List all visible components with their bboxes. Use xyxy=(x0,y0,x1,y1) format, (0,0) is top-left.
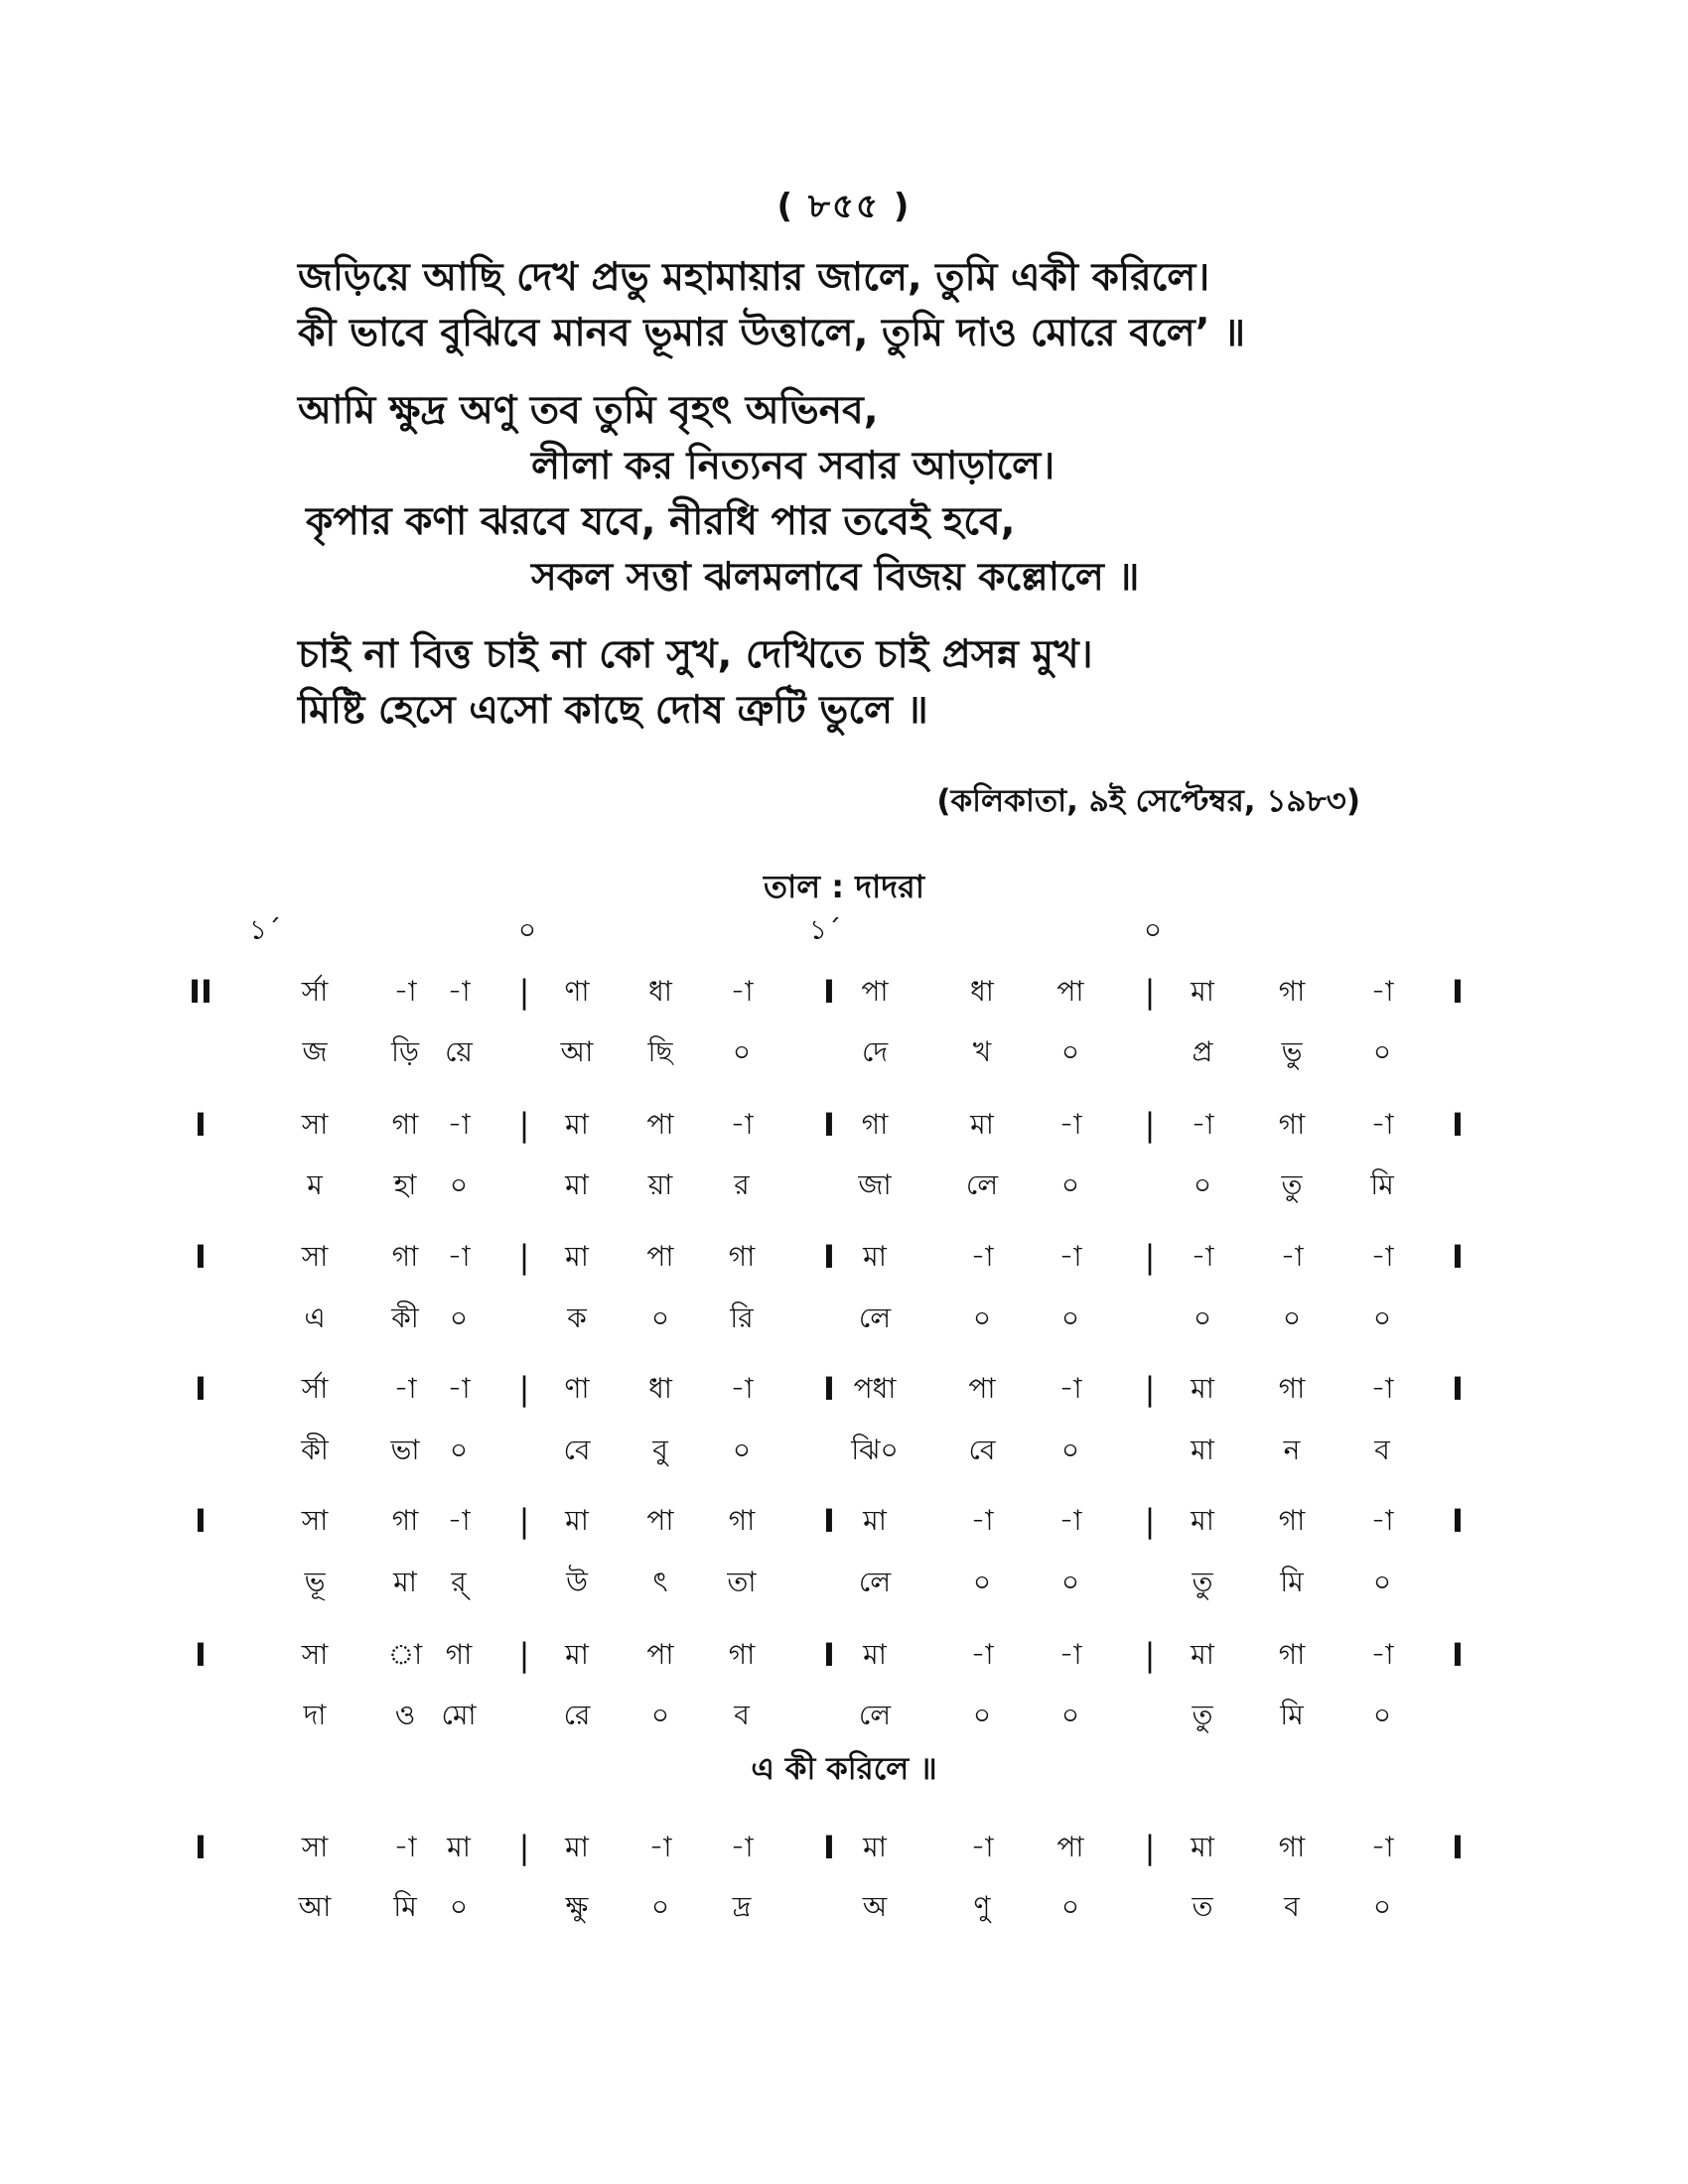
place-date: (কলিকাতা, ৯ই সেপ্টেম্বর, ১৯৮৩) xyxy=(936,783,1360,819)
syllable: বে xyxy=(968,1433,996,1466)
note: -া xyxy=(1370,975,1394,1008)
note: মা xyxy=(863,1504,887,1537)
lyric-syllable-row xyxy=(0,1558,1688,1607)
row-start-bar: I xyxy=(195,1502,207,1540)
lyric-line: মিষ্টি হেসে এসো কাছে দোষ ত্রুটি ভুলে ॥ xyxy=(298,688,928,733)
syllable: মি xyxy=(393,1890,417,1923)
row-start-bar: I xyxy=(195,1829,207,1866)
note: সা xyxy=(301,1108,329,1141)
note: পা xyxy=(1056,1831,1084,1863)
note: গা xyxy=(728,1240,756,1273)
lyric-syllable-row xyxy=(0,1294,1688,1343)
note: -া xyxy=(730,1108,754,1141)
bar-line: | xyxy=(518,1370,530,1408)
row-end-bar: I xyxy=(1452,1238,1464,1276)
syllable: ০ xyxy=(972,1699,992,1731)
bar-line: | xyxy=(1144,1106,1156,1144)
syllable: ০ xyxy=(1193,1301,1212,1334)
note: গা xyxy=(1278,975,1306,1008)
syllable: ০ xyxy=(1282,1301,1302,1334)
bar-line: | xyxy=(1144,1636,1156,1674)
syllable: ০ xyxy=(1372,1699,1392,1731)
note: -া xyxy=(1370,1108,1394,1141)
note: গা xyxy=(861,1108,889,1141)
lyric-syllable-row xyxy=(0,1160,1688,1210)
note: মা xyxy=(1191,1831,1214,1863)
syllable: তু xyxy=(1192,1566,1213,1598)
note: -া xyxy=(970,1240,994,1273)
syllable: কী xyxy=(391,1301,419,1334)
note: -া xyxy=(447,1372,471,1405)
row-start-bar: II xyxy=(189,973,212,1011)
syllable: উ xyxy=(566,1566,588,1598)
syllable: ০ xyxy=(1060,1035,1080,1068)
beat-mark: ০ xyxy=(517,913,537,946)
syllable: ব xyxy=(734,1699,750,1731)
note: -া xyxy=(970,1638,994,1671)
syllable: ০ xyxy=(972,1566,992,1598)
note: মা xyxy=(565,1638,589,1671)
notation-row xyxy=(0,1630,1688,1680)
note: -া xyxy=(447,1108,471,1141)
note: পা xyxy=(646,1504,674,1537)
note: গা xyxy=(1278,1831,1306,1863)
notation-row xyxy=(0,1364,1688,1414)
note: মা xyxy=(1191,975,1214,1008)
note: গা xyxy=(1278,1108,1306,1141)
lyric-line: কৃপার কণা ঝরবে যবে, নীরধি পার তবেই হবে, xyxy=(306,499,1016,544)
note: সা xyxy=(301,1504,329,1537)
syllable: রে xyxy=(563,1699,591,1731)
syllable: রি xyxy=(730,1301,754,1334)
bar-line: I xyxy=(823,1238,835,1276)
lyric-line: কী ভাবে বুঝিবে মানব ভূমার উত্তালে, তুমি দাও মোরে বলে’ ॥ xyxy=(298,311,1246,355)
note: সা xyxy=(301,1638,329,1671)
syllable: ০ xyxy=(650,1699,670,1731)
syllable: দে xyxy=(861,1035,889,1068)
note: -া xyxy=(730,975,754,1008)
syllable: মি xyxy=(1370,1168,1394,1201)
bar-line: I xyxy=(823,1636,835,1674)
lyric-line: আমি ক্ষুদ্র অণু তব তুমি বৃহৎ অভিনব, xyxy=(298,388,879,433)
syllable: হা xyxy=(393,1168,417,1201)
bar-line: | xyxy=(518,1636,530,1674)
bar-line: | xyxy=(518,1238,530,1276)
bar-line: | xyxy=(1144,1370,1156,1408)
note: ণা xyxy=(564,975,590,1008)
notation-row xyxy=(0,1823,1688,1872)
syllable: ণু xyxy=(973,1890,991,1923)
note: সা xyxy=(301,1831,329,1863)
syllable: ছি xyxy=(647,1035,673,1068)
syllable: মো xyxy=(441,1699,477,1731)
lyric-syllable-row xyxy=(0,1027,1688,1077)
bar-line: | xyxy=(1144,1829,1156,1866)
bar-line: I xyxy=(823,1502,835,1540)
syllable: ০ xyxy=(1372,1301,1392,1334)
syllable: মি xyxy=(1280,1566,1304,1598)
syllable: ড়ি xyxy=(391,1035,419,1068)
syllable: ভূ xyxy=(304,1566,326,1598)
syllable: জ xyxy=(302,1035,328,1068)
syllable: কী xyxy=(301,1433,329,1466)
syllable: ০ xyxy=(1193,1168,1212,1201)
note: -া xyxy=(1280,1240,1304,1273)
notation-row xyxy=(0,1496,1688,1546)
note: -া xyxy=(393,1372,417,1405)
beat-mark: ০ xyxy=(1143,913,1163,946)
note: ণা xyxy=(564,1372,590,1405)
syllable: ০ xyxy=(1372,1566,1392,1598)
bar-line: | xyxy=(518,1829,530,1866)
syllable: ০ xyxy=(650,1890,670,1923)
note: মা xyxy=(863,1638,887,1671)
page-number: ( ৮৫৫ ) xyxy=(776,187,912,226)
note: মা xyxy=(1191,1504,1214,1537)
note: -া xyxy=(447,1240,471,1273)
lyric-syllable-row xyxy=(0,1882,1688,1932)
note: র্সা xyxy=(301,975,329,1008)
syllable: ঝি০ xyxy=(851,1433,899,1466)
syllable: অ xyxy=(862,1890,888,1923)
notation-row xyxy=(0,1232,1688,1282)
lyric-line: জড়িয়ে আছি দেখ প্রভু মহামায়ার জালে, তুমি একী করিলে। xyxy=(298,255,1210,300)
note: গা xyxy=(445,1638,473,1671)
note: মা xyxy=(863,1831,887,1863)
note: সা xyxy=(301,1240,329,1273)
row-end-bar: I xyxy=(1452,973,1464,1011)
syllable: তা xyxy=(727,1566,757,1598)
note: -া xyxy=(970,1504,994,1537)
row-end-bar: I xyxy=(1452,1370,1464,1408)
syllable: ০ xyxy=(449,1433,469,1466)
syllable: ব xyxy=(1374,1433,1390,1466)
note: গা xyxy=(391,1240,419,1273)
note: -া xyxy=(1058,1108,1082,1141)
syllable: য়ে xyxy=(445,1035,473,1068)
syllable: র্ xyxy=(451,1566,467,1598)
syllable: ০ xyxy=(1060,1168,1080,1201)
syllable: ০ xyxy=(449,1890,469,1923)
note: পা xyxy=(646,1240,674,1273)
syllable: লে xyxy=(965,1168,999,1201)
note: মা xyxy=(1191,1372,1214,1405)
note: র্সা xyxy=(301,1372,329,1405)
row-end-bar: I xyxy=(1452,1106,1464,1144)
note: মা xyxy=(863,1240,887,1273)
tala-title: তাল : দাদরা xyxy=(764,868,924,905)
note: -া xyxy=(1370,1638,1394,1671)
bar-line: I xyxy=(823,1370,835,1408)
syllable: আ xyxy=(298,1890,332,1923)
syllable: দ্র xyxy=(732,1890,752,1923)
syllable: আ xyxy=(560,1035,594,1068)
syllable: ০ xyxy=(1060,1301,1080,1334)
syllable: তু xyxy=(1281,1168,1303,1201)
syllable: র xyxy=(734,1168,750,1201)
note: -া xyxy=(1058,1638,1082,1671)
syllable: জা xyxy=(858,1168,892,1201)
note: -া xyxy=(970,1831,994,1863)
syllable: প্র xyxy=(1192,1035,1213,1068)
note: গা xyxy=(1278,1638,1306,1671)
syllable: দা xyxy=(303,1699,327,1731)
syllable: ৎ xyxy=(652,1566,668,1598)
note: -া xyxy=(1370,1831,1394,1863)
row-end-bar: I xyxy=(1452,1636,1464,1674)
note: -া xyxy=(730,1372,754,1405)
note: -া xyxy=(1058,1504,1082,1537)
note: পা xyxy=(968,1372,996,1405)
notation-row xyxy=(0,1100,1688,1150)
syllable: ০ xyxy=(1060,1699,1080,1731)
notation-row xyxy=(0,967,1688,1017)
syllable: ০ xyxy=(972,1301,992,1334)
row-end-bar: I xyxy=(1452,1829,1464,1866)
note: -া xyxy=(447,975,471,1008)
note: -া xyxy=(1058,1372,1082,1405)
note: গা xyxy=(1278,1372,1306,1405)
note: -া xyxy=(1370,1372,1394,1405)
note: ধা xyxy=(648,975,672,1008)
syllable: তু xyxy=(1192,1699,1213,1731)
syllable: ন xyxy=(1283,1433,1301,1466)
note: -া xyxy=(1370,1504,1394,1537)
syllable: বে xyxy=(563,1433,591,1466)
note: -া xyxy=(648,1831,672,1863)
bar-line: I xyxy=(823,1106,835,1144)
syllable: ০ xyxy=(449,1168,469,1201)
lyric-line: সকল সত্তা ঝলমলাবে বিজয় কল্লোলে ॥ xyxy=(531,555,1140,600)
syllable: বু xyxy=(652,1433,668,1466)
syllable: ব xyxy=(1284,1890,1300,1923)
note: -া xyxy=(730,1831,754,1863)
lyric-syllable-row xyxy=(0,1426,1688,1475)
note: পা xyxy=(646,1108,674,1141)
syllable: লে xyxy=(858,1699,892,1731)
row-end-bar: I xyxy=(1452,1502,1464,1540)
bar-line: | xyxy=(518,973,530,1011)
note: মা xyxy=(565,1240,589,1273)
note: মা xyxy=(447,1831,471,1863)
note: মা xyxy=(565,1831,589,1863)
note: মা xyxy=(565,1504,589,1537)
syllable: ০ xyxy=(1372,1890,1392,1923)
row-start-bar: I xyxy=(195,1106,207,1144)
note: ধা xyxy=(648,1372,672,1405)
row-start-bar: I xyxy=(195,1636,207,1674)
syllable: এ xyxy=(304,1301,326,1334)
note: মা xyxy=(970,1108,994,1141)
beat-marks xyxy=(0,905,1688,955)
note: গা xyxy=(1278,1504,1306,1537)
mid-line: এ কী করিলে ॥ xyxy=(751,1751,937,1787)
lyrics xyxy=(298,250,1489,760)
note: ধা xyxy=(970,975,994,1008)
bar-line: | xyxy=(1144,973,1156,1011)
bar-line: I xyxy=(823,1829,835,1866)
note: গা xyxy=(728,1638,756,1671)
syllable: ০ xyxy=(732,1433,752,1466)
stanza-2 xyxy=(298,383,1489,606)
note: -া xyxy=(1058,1240,1082,1273)
note: -া xyxy=(1191,1108,1214,1141)
beat-mark: ১´ xyxy=(808,913,842,946)
syllable: লে xyxy=(858,1301,892,1334)
syllable: খ xyxy=(972,1035,992,1068)
note: মা xyxy=(1191,1638,1214,1671)
note: গা xyxy=(391,1504,419,1537)
syllable: ০ xyxy=(1372,1035,1392,1068)
syllable: মা xyxy=(393,1566,417,1598)
syllable: ০ xyxy=(732,1035,752,1068)
stanza-3 xyxy=(298,627,1489,739)
bar-line: | xyxy=(518,1106,530,1144)
note: -া xyxy=(1191,1240,1214,1273)
note: পধা xyxy=(853,1372,897,1405)
bar-line: | xyxy=(1144,1238,1156,1276)
bar-line: | xyxy=(1144,1502,1156,1540)
note: া xyxy=(387,1638,423,1671)
note: পা xyxy=(861,975,889,1008)
syllable: ০ xyxy=(650,1301,670,1334)
syllable: ক্ষু xyxy=(565,1890,589,1923)
lyric-line: চাই না বিত্ত চাই না কো সুখ, দেখিতে চাই প্রসন্ন মুখ। xyxy=(298,632,1093,677)
syllable: ভু xyxy=(1281,1035,1303,1068)
note: মা xyxy=(565,1108,589,1141)
row-start-bar: I xyxy=(195,1238,207,1276)
syllable: ০ xyxy=(1060,1566,1080,1598)
note: পা xyxy=(1056,975,1084,1008)
note: গা xyxy=(391,1108,419,1141)
syllable: ও xyxy=(394,1699,416,1731)
note: -া xyxy=(447,1504,471,1537)
syllable: ০ xyxy=(1060,1433,1080,1466)
lyric-line: লীলা কর নিত্যনব সবার আড়ালে। xyxy=(531,444,1055,488)
syllable: ০ xyxy=(449,1301,469,1334)
note: -া xyxy=(393,975,417,1008)
note: -া xyxy=(1370,1240,1394,1273)
syllable: ভা xyxy=(390,1433,420,1466)
syllable: মি xyxy=(1280,1699,1304,1731)
lyric-syllable-row xyxy=(0,1691,1688,1740)
bar-line: | xyxy=(518,1502,530,1540)
syllable: লে xyxy=(858,1566,892,1598)
bar-line: I xyxy=(823,973,835,1011)
syllable: য়া xyxy=(647,1168,673,1201)
syllable: মা xyxy=(1191,1433,1214,1466)
syllable: মা xyxy=(565,1168,589,1201)
note: -া xyxy=(393,1831,417,1863)
beat-mark: ১´ xyxy=(248,913,282,946)
note: পা xyxy=(646,1638,674,1671)
syllable: ক xyxy=(567,1301,587,1334)
syllable: ত xyxy=(1192,1890,1213,1923)
stanza-1 xyxy=(298,250,1489,361)
syllable: ০ xyxy=(1060,1890,1080,1923)
syllable: ম xyxy=(307,1168,323,1201)
note: গা xyxy=(728,1504,756,1537)
row-start-bar: I xyxy=(195,1370,207,1408)
